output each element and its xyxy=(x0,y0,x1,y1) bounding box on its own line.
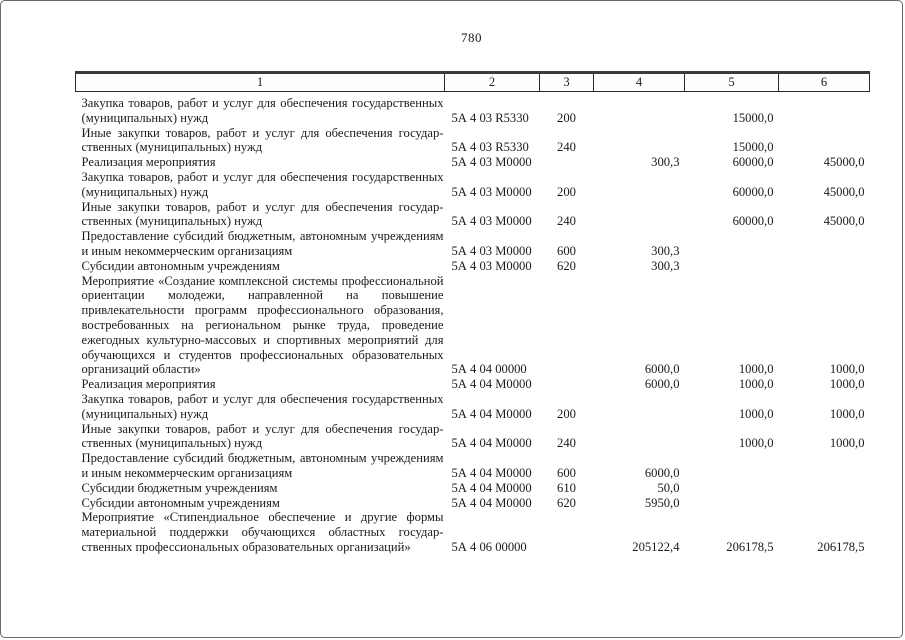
amount-col5-cell: 60000,0 xyxy=(732,184,774,199)
amount-col6-cell: 1000,0 xyxy=(829,436,865,451)
table-row xyxy=(76,451,870,481)
table-row xyxy=(76,229,870,259)
amount-col4-cell xyxy=(594,200,685,230)
amount-col5-cell xyxy=(685,259,779,274)
amount-col6-cell: 1000,0 xyxy=(829,377,865,392)
table-row xyxy=(76,259,870,274)
amount-col5-cell: 15000,0 xyxy=(732,110,774,125)
table-row xyxy=(76,496,870,511)
amount-col5-cell: 1000,0 xyxy=(738,377,774,392)
expense-name-cell: Закупка товаров, работ и услуг для обеспечения государственных (муниципальных) нужд xyxy=(81,96,444,125)
amount-col4-cell: 300,3 xyxy=(651,243,680,258)
budget-code-cell: 5А 4 04 М0000 xyxy=(451,436,532,451)
amount-col4-cell xyxy=(594,422,685,452)
expense-type-cell: 620 xyxy=(557,258,576,273)
table-row xyxy=(76,92,870,126)
expense-type-cell xyxy=(540,274,594,378)
amount-col4-cell: 50,0 xyxy=(657,480,680,495)
amount-col5-cell xyxy=(685,496,779,511)
page-number: 780 xyxy=(461,30,482,45)
budget-code-cell: 5А 4 03 R5330 xyxy=(451,110,529,125)
expense-type-cell: 200 xyxy=(557,406,576,421)
amount-col4-cell: 6000,0 xyxy=(644,362,680,377)
amount-col4-cell: 300,3 xyxy=(651,155,680,170)
expense-type-cell: 600 xyxy=(557,465,576,480)
budget-code-cell: 5А 4 06 00000 xyxy=(451,539,527,554)
expense-type-cell: 240 xyxy=(557,436,576,451)
expense-name-cell: Закупка товаров, работ и услуг для обеспечения государственных (муниципальных) нужд xyxy=(81,169,444,199)
amount-col4-cell: 5950,0 xyxy=(644,495,680,510)
amount-col5-cell: 15000,0 xyxy=(732,140,774,155)
budget-code-cell: 5А 4 03 М0000 xyxy=(451,258,532,273)
expense-name-cell: Мероприятие «Стипендиальное обеспечение и другие формы материальной поддержки обучающихся областных государственных профессиональных образовательных организаций» xyxy=(81,510,444,554)
amount-col4-cell xyxy=(594,170,685,200)
table-row xyxy=(76,392,870,422)
amount-col5-cell: 206178,5 xyxy=(726,539,774,554)
amount-col5-cell xyxy=(685,451,779,481)
expense-type-cell xyxy=(540,155,594,170)
amount-col5-cell xyxy=(685,481,779,496)
column-header-3: 3 xyxy=(540,73,594,92)
expense-name-cell: Предоставление субсидий бюджетным, автономным учреждениям и иным некоммерческим организациям xyxy=(81,229,444,258)
amount-col5-cell: 1000,0 xyxy=(738,362,774,377)
table-row xyxy=(76,126,870,156)
expense-type-cell: 620 xyxy=(557,495,576,510)
expense-name-cell: Иные закупки товаров, работ и услуг для обеспечения государственных (муниципальных) нужд xyxy=(81,199,444,229)
expense-name-cell: Мероприятие «Создание комплексной системы профессиональной ориентации молодежи, направленной на повышение привлекательности программ профессионального образования, востребованных на региональном рынке труда, проведение ежегодных культурно-массовых и спортивных мероприятий для обучающихся и студентов профессиональных образовательных организаций области» xyxy=(81,273,444,377)
column-header-6: 6 xyxy=(779,73,870,92)
budget-code-cell: 5А 4 04 00000 xyxy=(451,362,527,377)
amount-col4-cell xyxy=(594,392,685,422)
amount-col4-cell: 300,3 xyxy=(651,258,680,273)
amount-col4-cell xyxy=(594,92,685,126)
table-row xyxy=(76,510,870,554)
table-row xyxy=(76,481,870,496)
amount-col6-cell xyxy=(779,92,870,126)
amount-col6-cell: 206178,5 xyxy=(817,539,865,554)
amount-col6-cell: 1000,0 xyxy=(829,362,865,377)
expense-type-cell: 610 xyxy=(557,480,576,495)
expense-name-cell: Иные закупки товаров, работ и услуг для обеспечения государственных (муниципальных) нужд xyxy=(81,125,444,155)
amount-col6-cell xyxy=(779,451,870,481)
amount-col4-cell: 6000,0 xyxy=(644,377,680,392)
expense-name-cell: Субсидии бюджетным учреждениям xyxy=(81,480,278,495)
expense-name-cell: Закупка товаров, работ и услуг для обеспечения государственных (муниципальных) нужд xyxy=(81,391,444,421)
budget-table xyxy=(75,71,870,555)
budget-code-cell: 5А 4 03 М0000 xyxy=(451,155,532,170)
expense-type-cell: 200 xyxy=(557,184,576,199)
expense-name-cell: Субсидии автономным учреждениям xyxy=(81,495,280,510)
expense-type-cell xyxy=(540,510,594,554)
expense-name-cell: Реализация мероприятия xyxy=(81,155,216,170)
column-header-5: 5 xyxy=(685,73,779,92)
column-header-1: 1 xyxy=(76,73,445,92)
table-header xyxy=(76,73,870,92)
amount-col6-cell xyxy=(779,496,870,511)
expense-type-cell: 200 xyxy=(557,110,576,125)
column-header-2: 2 xyxy=(445,73,540,92)
amount-col5-cell: 1000,0 xyxy=(738,436,774,451)
amount-col6-cell xyxy=(779,126,870,156)
table-row xyxy=(76,422,870,452)
budget-code-cell: 5А 4 03 R5330 xyxy=(451,140,529,155)
budget-code-cell: 5А 4 03 М0000 xyxy=(451,214,532,229)
amount-col4-cell: 205122,4 xyxy=(632,539,680,554)
amount-col6-cell: 45000,0 xyxy=(823,155,865,170)
budget-code-cell: 5А 4 04 М0000 xyxy=(451,377,532,392)
table-row xyxy=(76,377,870,392)
table-row xyxy=(76,274,870,378)
amount-col5-cell: 60000,0 xyxy=(732,214,774,229)
table-body xyxy=(76,92,870,555)
expense-name-cell: Реализация мероприятия xyxy=(81,377,216,392)
amount-col6-cell: 1000,0 xyxy=(829,406,865,421)
budget-code-cell: 5А 4 03 М0000 xyxy=(451,184,532,199)
amount-col4-cell xyxy=(594,126,685,156)
amount-col5-cell: 1000,0 xyxy=(738,406,774,421)
budget-code-cell: 5А 4 04 М0000 xyxy=(451,465,532,480)
budget-code-cell: 5А 4 04 М0000 xyxy=(451,480,532,495)
column-header-4: 4 xyxy=(594,73,685,92)
expense-type-cell xyxy=(540,377,594,392)
amount-col6-cell: 45000,0 xyxy=(823,184,865,199)
amount-col6-cell xyxy=(779,481,870,496)
expense-name-cell: Субсидии автономным учреждениям xyxy=(81,258,280,273)
amount-col6-cell xyxy=(779,229,870,259)
table-row xyxy=(76,170,870,200)
expense-type-cell: 240 xyxy=(557,140,576,155)
expense-type-cell: 600 xyxy=(557,243,576,258)
amount-col6-cell: 45000,0 xyxy=(823,214,865,229)
table-header-row xyxy=(76,73,870,92)
expense-name-cell: Предоставление субсидий бюджетным, автономным учреждениям и иным некоммерческим организациям xyxy=(81,451,444,480)
amount-col5-cell: 60000,0 xyxy=(732,155,774,170)
expense-name-cell: Иные закупки товаров, работ и услуг для обеспечения государственных (муниципальных) нужд xyxy=(81,421,444,451)
table-row xyxy=(76,200,870,230)
amount-col4-cell: 6000,0 xyxy=(644,465,680,480)
expense-type-cell: 240 xyxy=(557,214,576,229)
amount-col6-cell xyxy=(779,259,870,274)
budget-code-cell: 5А 4 03 М0000 xyxy=(451,243,532,258)
budget-code-cell: 5А 4 04 М0000 xyxy=(451,406,532,421)
amount-col5-cell xyxy=(685,229,779,259)
table-row xyxy=(76,155,870,170)
budget-code-cell: 5А 4 04 М0000 xyxy=(451,495,532,510)
